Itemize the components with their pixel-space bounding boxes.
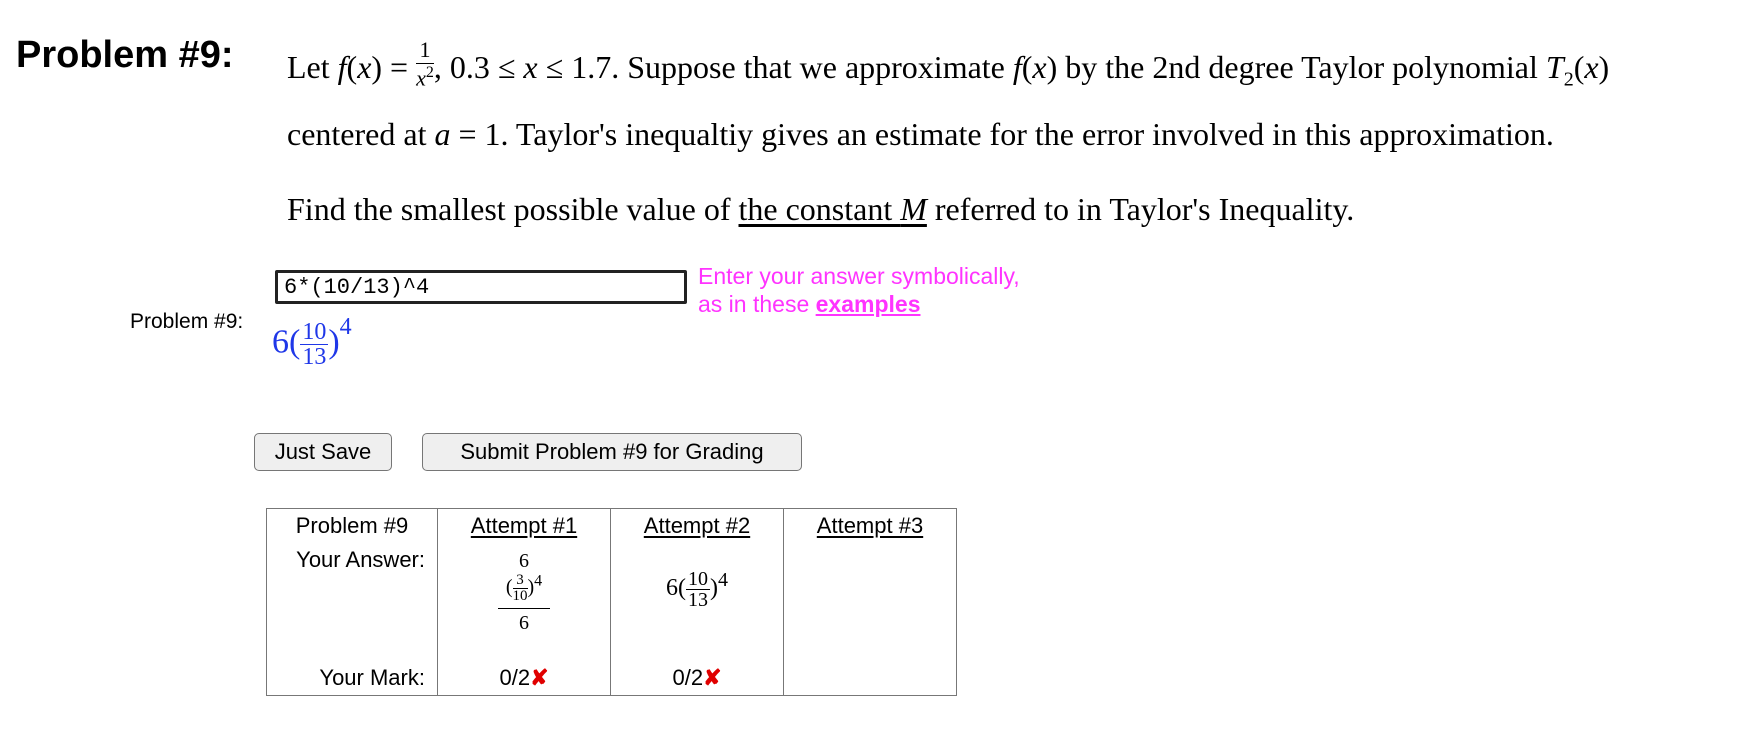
attempt-3-label: Attempt #3 [816,513,924,538]
examples-link[interactable]: examples [815,291,921,317]
attempt-3-header [784,509,957,544]
preview-numerator: 10 [302,319,327,345]
math-f: f [1012,49,1022,85]
statement-line-1 [287,37,1747,107]
attempt-1-fraction [498,551,550,633]
cross-icon: ✘ [530,665,549,690]
hint-line-2 [698,290,1020,318]
text: ) by the 2nd degree Taylor polynomial [1046,49,1546,85]
attempt-2-fraction [686,569,710,610]
coef: 6( [666,575,686,602]
answer-row-label: Problem #9: [130,310,244,333]
math-x: x [416,65,426,91]
preview-fraction [300,320,328,369]
attempt-2-answer [611,543,784,661]
math-M: M [900,191,927,228]
attempt-3-mark [784,661,957,696]
subscript: 2 [1563,68,1574,91]
open-paren: ( [505,576,513,599]
text: = 1. Taylor's inequaltiy gives an estimate for the error involved in this approximation. [450,116,1554,153]
statement-line-3 [287,182,1747,237]
fraction-numerator: 1 [416,39,434,64]
underlined-constant [739,191,927,227]
attempts-table [266,508,957,696]
math-x: x [1584,49,1599,85]
exponent: 2 [425,64,434,82]
text: ) = [371,49,417,85]
attempt-1-answer [438,543,611,661]
attempt-1-header [438,509,611,544]
preview-exponent: 4 [339,313,352,340]
problem-heading: Problem #9: [16,34,234,76]
answer-hint [698,262,1020,318]
attempts-header-problem: Problem #9 [267,509,438,544]
text: the constant [738,191,901,228]
inner-fraction [513,573,528,604]
text: Let [287,49,338,85]
just-save-button[interactable]: Just Save [254,433,392,471]
attempt-2-header [611,509,784,544]
cross-icon: ✘ [703,665,722,690]
math-x: x [357,49,372,85]
text: ≤ 1.7. Suppose that we approximate [537,49,1013,85]
your-mark-label: Your Mark: [267,661,438,696]
mark-value: 0/2 [672,665,704,690]
math-x: x [1032,49,1047,85]
text: ( [1021,49,1033,85]
math-T: T [1545,49,1564,85]
attempts-header-row [267,509,957,544]
numerator-value: 6 [519,550,529,572]
inner-denominator: 10 [512,588,528,604]
numerator: 10 [688,568,708,590]
problem-statement [287,37,1747,237]
math-a: a [434,116,451,153]
mark-value: 0/2 [499,665,531,690]
attempt-1-mark [438,661,611,696]
inner-exponent: 4 [534,572,543,590]
attempt-2-label: Attempt #2 [643,513,751,538]
inner-numerator: 3 [513,573,528,589]
your-answer-row [267,543,957,661]
text: ( [1573,49,1585,85]
attempt-1-numerator [498,551,550,609]
attempt-2-mark [611,661,784,696]
hint-text: as in these [698,291,816,317]
preview-coef: 6( [272,323,301,361]
preview-denominator: 13 [302,344,327,370]
text: ) [1598,49,1610,85]
preview-close-paren: ) [328,323,340,361]
fraction-denominator [416,64,434,89]
math-f: f [337,49,347,85]
text: referred to in Taylor's Inequality. [926,191,1355,228]
text: Find the smallest possible value of [287,191,739,228]
your-answer-label: Your Answer: [267,543,438,661]
fraction-one-over-x-squared [416,39,434,89]
attempt-3-answer [784,543,957,661]
attempt-1-denominator: 6 [519,612,529,634]
hint-line-1: Enter your answer symbolically, [698,263,1020,289]
close-paren: ) [710,575,718,602]
submit-grading-button[interactable]: Submit Problem #9 for Grading [422,433,802,471]
exponent: 4 [718,569,728,592]
math-x: x [523,49,538,85]
statement-line-2 [287,107,1747,162]
answer-input[interactable] [275,270,687,304]
attempt-2-expression [623,569,771,610]
attempt-1-label: Attempt #1 [470,513,578,538]
text: , 0.3 ≤ [433,49,524,85]
text: centered at [287,116,435,153]
denominator: 13 [688,589,708,611]
text: ( [346,49,358,85]
answer-preview [272,313,352,370]
your-mark-row [267,661,957,696]
close-paren: ) [527,576,535,599]
